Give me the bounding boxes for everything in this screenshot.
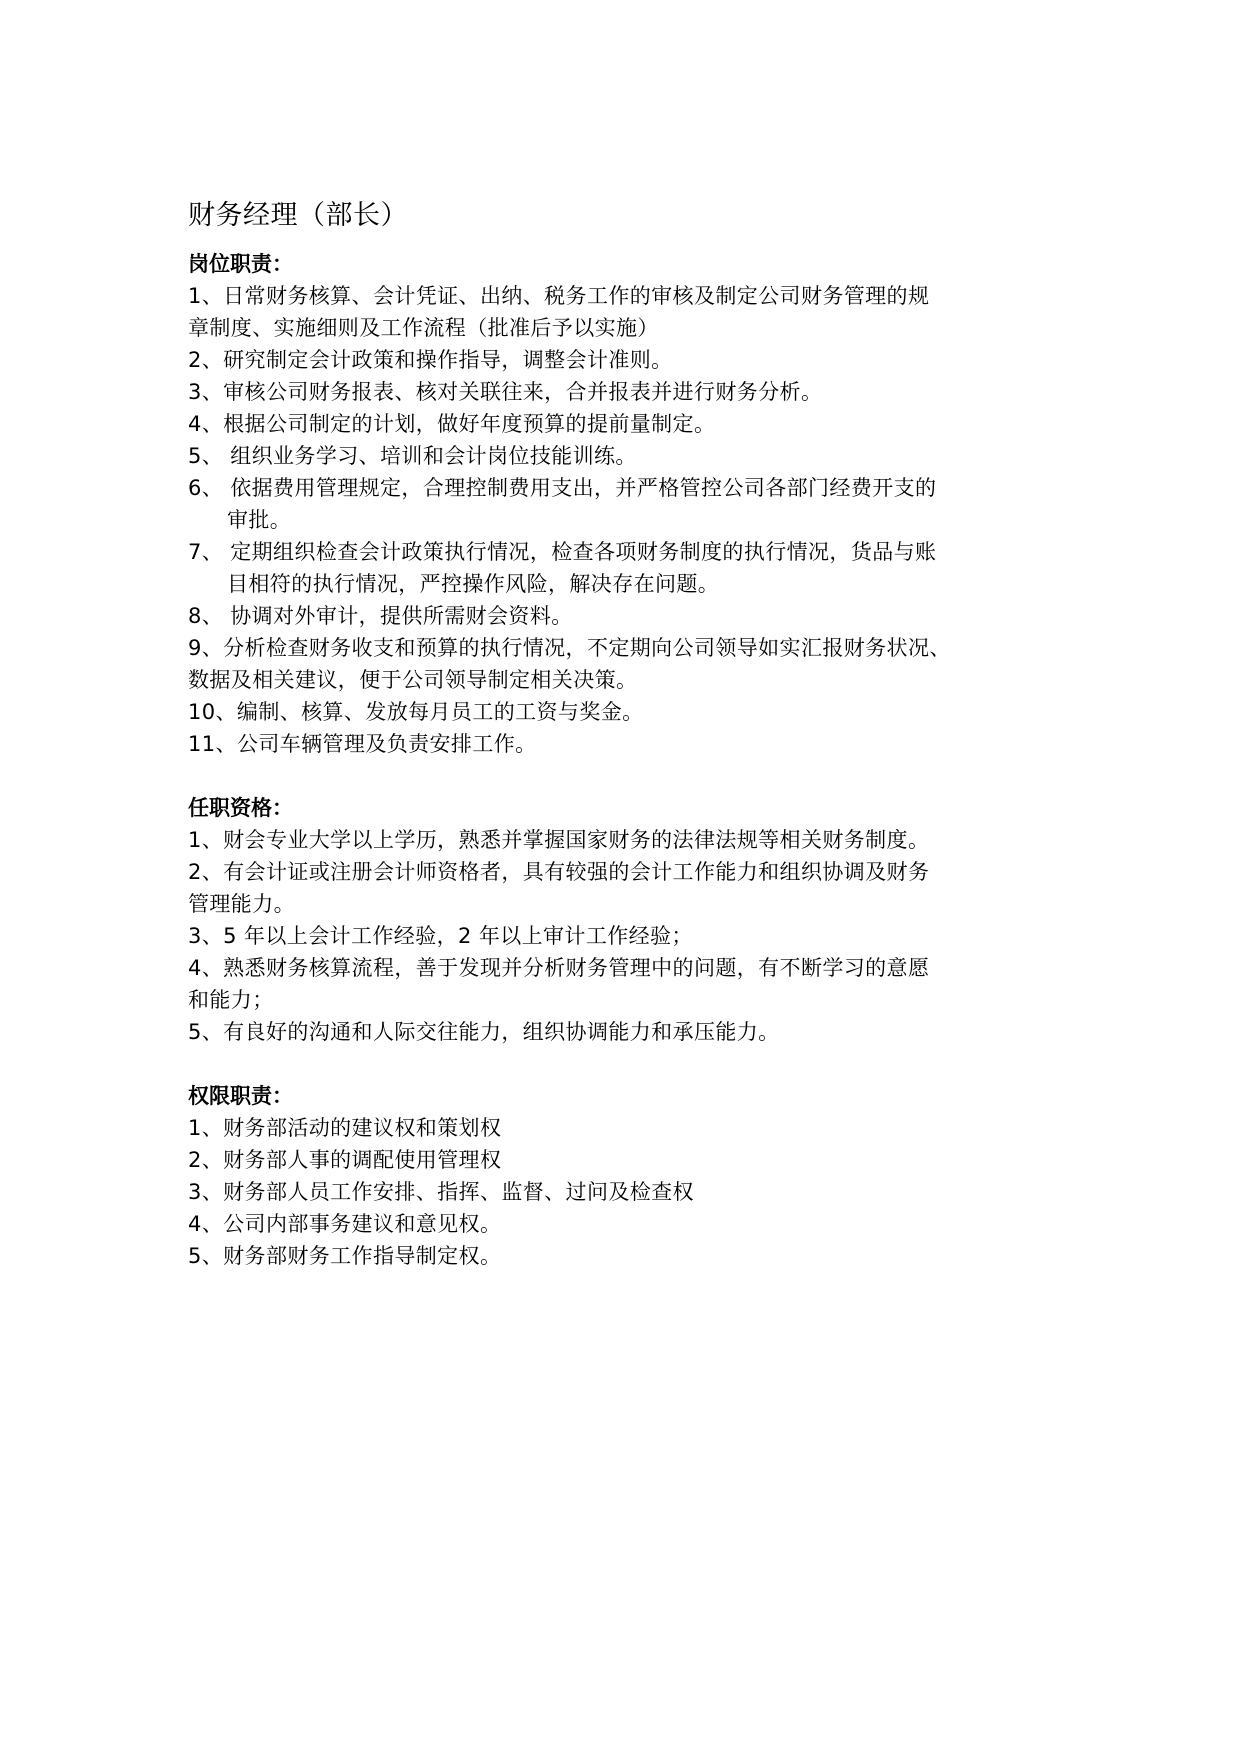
list-item: 3、财务部人员工作安排、指挥、监督、过问及检查权 xyxy=(188,1180,694,1204)
list-item: 4、公司内部事务建议和意见权。 xyxy=(188,1212,502,1236)
list-item: 3、5 年以上会计工作经验，2 年以上审计工作经验； xyxy=(188,924,693,948)
list-item: 3、审核公司财务报表、核对关联往来，合并报表并进行财务分析。 xyxy=(188,380,823,404)
list-item: 6、 依据费用管理规定，合理控制费用支出，并严格管控公司各部门经费开支的 xyxy=(188,476,937,500)
section-authority xyxy=(188,1080,1068,1272)
list-item: 4、根据公司制定的计划，做好年度预算的提前量制定。 xyxy=(188,412,716,436)
section-heading: 权限职责： xyxy=(188,1084,293,1108)
section-spacer xyxy=(188,1048,1068,1080)
document-content xyxy=(188,196,1068,1272)
list-item: 2、财务部人事的调配使用管理权 xyxy=(188,1148,502,1172)
list-item-continuation: 目相符的执行情况，严控操作风险，解决存在问题。 xyxy=(227,572,720,596)
list-item-continuation: 章制度、实施细则及工作流程（批准后予以实施） xyxy=(188,316,659,340)
list-item: 5、有良好的沟通和人际交往能力，组织协调能力和承压能力。 xyxy=(188,1020,780,1044)
list-item-continuation: 和能力； xyxy=(188,988,274,1012)
section-heading: 任职资格： xyxy=(188,796,293,820)
list-item: 1、财务部活动的建议权和策划权 xyxy=(188,1116,502,1140)
list-item: 1、日常财务核算、会计凭证、出纳、税务工作的审核及制定公司财务管理的规 xyxy=(188,284,930,308)
section-responsibilities xyxy=(188,248,1068,760)
section-qualifications xyxy=(188,792,1068,1048)
list-item: 2、研究制定会计政策和操作指导，调整会计准则。 xyxy=(188,348,673,372)
list-item: 4、熟悉财务核算流程，善于发现并分析财务管理中的问题，有不断学习的意愿 xyxy=(188,956,930,980)
list-item: 10、编制、核算、发放每月员工的工资与奖金。 xyxy=(188,700,644,724)
list-item: 5、财务部财务工作指导制定权。 xyxy=(188,1244,502,1268)
list-item: 8、 协调对外审计，提供所需财会资料。 xyxy=(188,604,573,628)
list-item: 1、财会专业大学以上学历，熟悉并掌握国家财务的法律法规等相关财务制度。 xyxy=(188,828,930,852)
document-title: 财务经理（部长） xyxy=(188,200,408,231)
list-item-continuation: 审批。 xyxy=(227,508,292,532)
list-item: 11、公司车辆管理及负责安排工作。 xyxy=(188,732,537,756)
list-item: 7、 定期组织检查会计政策执行情况，检查各项财务制度的执行情况，货品与账 xyxy=(188,540,937,564)
list-item: 2、有会计证或注册会计师资格者，具有较强的会计工作能力和组织协调及财务 xyxy=(188,860,930,884)
list-item-continuation: 管理能力。 xyxy=(188,892,295,916)
section-spacer xyxy=(188,760,1068,792)
section-heading: 岗位职责： xyxy=(188,252,293,276)
list-item-continuation: 数据及相关建议，便于公司领导制定相关决策。 xyxy=(188,668,638,692)
list-item: 5、 组织业务学习、培训和会计岗位技能训练。 xyxy=(188,444,637,468)
list-item: 9、分析检查财务收支和预算的执行情况，不定期向公司领导如实汇报财务状况、 xyxy=(188,636,951,660)
